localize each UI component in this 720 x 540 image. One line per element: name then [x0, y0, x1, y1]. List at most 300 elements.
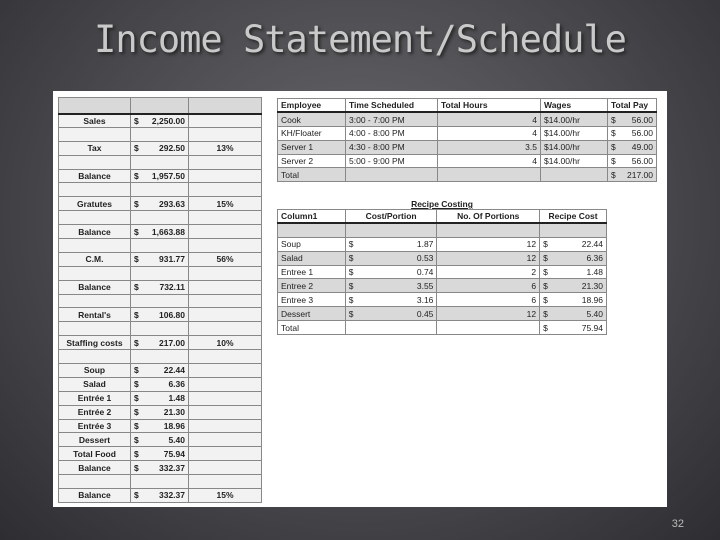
row-label: Soup: [59, 364, 131, 378]
column-header: Cost/Portion: [345, 210, 437, 224]
table-row: [59, 475, 262, 489]
amount: 22.44: [581, 239, 603, 250]
currency-value: [543, 238, 603, 250]
cell: 6: [437, 279, 540, 293]
amount: 292.50: [159, 143, 185, 154]
amount-cell: [131, 433, 189, 447]
table-row: [278, 126, 657, 140]
currency-symbol: $: [134, 434, 139, 445]
percent-cell: [189, 127, 262, 141]
cell: [541, 168, 608, 182]
currency-symbol: $: [543, 322, 548, 333]
currency-symbol: $: [543, 294, 548, 305]
percent-cell: 56%: [189, 252, 262, 266]
currency-value: [134, 170, 185, 182]
table-row: [59, 433, 262, 447]
amount: 21.30: [163, 407, 185, 418]
table-row: [59, 252, 262, 266]
currency-symbol: $: [134, 198, 139, 209]
amount: 56.00: [631, 114, 653, 125]
cost-cell: [345, 279, 437, 293]
table-row: [59, 391, 262, 405]
amount: 332.37: [159, 462, 185, 473]
currency-symbol: $: [134, 171, 139, 181]
cell: [437, 321, 540, 335]
row-label: [59, 127, 131, 141]
percent-cell: [189, 225, 262, 239]
currency-value: [349, 266, 434, 278]
cost-cell: [345, 293, 437, 307]
table-row: [59, 447, 262, 461]
amount-cell: [131, 294, 189, 308]
table-row: [59, 211, 262, 225]
amount-cell: [131, 239, 189, 253]
table-row: [59, 336, 262, 350]
recipe-cost-cell: [540, 223, 607, 237]
amount-cell: [131, 155, 189, 169]
currency-value: [611, 169, 653, 181]
amount: 18.96: [581, 294, 603, 305]
percent-cell: [189, 308, 262, 322]
amount: 0.45: [416, 308, 434, 319]
row-label: [59, 475, 131, 489]
currency-symbol: $: [348, 280, 354, 291]
cell: Entree 3: [278, 293, 346, 307]
column-header: No. Of Portions: [437, 210, 540, 224]
column-header: Total Hours: [438, 99, 541, 113]
percent-cell: 10%: [189, 336, 262, 350]
amount: 5.40: [586, 308, 603, 319]
amount: 732.11: [159, 282, 185, 293]
amount: 0.53: [416, 253, 434, 264]
amount: 56.00: [631, 128, 653, 139]
currency-value: [543, 252, 603, 264]
currency-value: [134, 226, 185, 238]
currency-value: [611, 114, 653, 126]
recipe-cost-cell: [540, 265, 607, 279]
cell: Cook: [278, 112, 346, 126]
percent-cell: [189, 377, 262, 391]
row-label: [59, 183, 131, 197]
table-row: [278, 168, 657, 182]
cell: Server 1: [278, 140, 346, 154]
currency-symbol: $: [611, 128, 616, 139]
currency-value: [611, 127, 653, 139]
amount: 49.00: [631, 142, 653, 153]
percent-cell: 15%: [189, 489, 262, 503]
cell: Entree 1: [278, 265, 346, 279]
row-label: Balance: [59, 225, 131, 239]
percent-cell: [189, 364, 262, 378]
cell: 4: [438, 154, 541, 168]
currency-symbol: $: [348, 267, 354, 277]
currency-symbol: $: [543, 239, 548, 250]
amount: 2,250.00: [151, 115, 185, 126]
column-header: Recipe Cost: [540, 210, 607, 224]
amount-cell: [131, 197, 189, 211]
row-label: Total Food: [59, 447, 131, 461]
amount-cell: [131, 225, 189, 239]
amount: 6.36: [168, 379, 185, 390]
amount-cell: [131, 280, 189, 294]
currency-value: [134, 337, 185, 349]
percent-cell: [189, 447, 262, 461]
currency-symbol: $: [611, 114, 616, 125]
cell: 12: [437, 251, 540, 265]
currency-symbol: $: [134, 421, 139, 432]
table-row: [59, 169, 262, 183]
amount: 106.80: [159, 309, 185, 320]
table-row: [59, 225, 262, 239]
cell: [346, 168, 438, 182]
currency-symbol: $: [134, 407, 139, 418]
table-row: [59, 114, 262, 128]
percent-cell: [189, 433, 262, 447]
table-row: [59, 377, 262, 391]
currency-value: [134, 448, 185, 460]
amount: 1,663.88: [151, 226, 185, 237]
currency-symbol: $: [543, 267, 548, 277]
page-number: 32: [671, 518, 684, 530]
amount: 3.16: [416, 294, 434, 305]
income-statement-table: [58, 97, 262, 503]
amount: 293.63: [159, 198, 185, 209]
cell: [438, 168, 541, 182]
recipe-cost-cell: [540, 279, 607, 293]
currency-value: [543, 280, 603, 292]
recipe-costing-table: [277, 209, 607, 335]
percent-cell: [189, 405, 262, 419]
row-label: Dessert: [59, 433, 131, 447]
total-pay-cell: [608, 112, 657, 126]
amount: 1,957.50: [151, 171, 185, 181]
table-row: [278, 154, 657, 168]
currency-value: [349, 252, 434, 264]
currency-symbol: $: [134, 282, 139, 293]
recipe-cost-cell: [540, 293, 607, 307]
currency-value: [134, 392, 185, 404]
currency-symbol: $: [348, 294, 354, 305]
table-row: [59, 183, 262, 197]
currency-symbol: $: [134, 115, 139, 126]
staffing-table: [277, 98, 657, 182]
currency-symbol: $: [134, 226, 139, 237]
table-row: [59, 322, 262, 336]
total-pay-cell: [608, 126, 657, 140]
cell: 4: [438, 112, 541, 126]
table-row: [278, 223, 607, 237]
row-label: Entrée 1: [59, 391, 131, 405]
amount-cell: [131, 364, 189, 378]
table-row: [59, 127, 262, 141]
amount: 75.94: [163, 448, 185, 459]
row-label: Salad: [59, 377, 131, 391]
amount-cell: [131, 127, 189, 141]
percent-cell: [189, 169, 262, 183]
cell: 4: [438, 126, 541, 140]
cost-cell: [345, 307, 437, 321]
table-row: [59, 197, 262, 211]
currency-symbol: $: [348, 253, 354, 264]
table-row: [59, 419, 262, 433]
row-label: [59, 211, 131, 225]
currency-value: [349, 308, 434, 320]
spreadsheet-image: [53, 91, 667, 507]
header-row: [278, 99, 657, 113]
currency-symbol: $: [134, 309, 139, 320]
cell: Salad: [278, 251, 346, 265]
table-row: [278, 293, 607, 307]
table-row: [278, 321, 607, 335]
table-row: [59, 489, 262, 503]
row-label: Staffing costs: [59, 336, 131, 350]
cost-cell: [345, 223, 437, 237]
row-label: C.M.: [59, 252, 131, 266]
percent-cell: 15%: [189, 197, 262, 211]
table-row: [59, 294, 262, 308]
amount: 1.48: [168, 393, 185, 404]
amount: 5.40: [168, 434, 185, 445]
amount: 0.74: [416, 267, 434, 277]
total-pay-cell: [608, 154, 657, 168]
amount: 217.00: [159, 337, 185, 348]
table-row: [59, 405, 262, 419]
cell: $14.00/hr: [541, 140, 608, 154]
amount-cell: [131, 489, 189, 503]
currency-value: [134, 253, 185, 265]
currency-value: [134, 309, 185, 321]
cell: $14.00/hr: [541, 126, 608, 140]
currency-value: [349, 280, 434, 292]
currency-symbol: $: [134, 365, 139, 376]
currency-symbol: $: [611, 156, 616, 166]
amount-cell: [131, 308, 189, 322]
percent-cell: [189, 475, 262, 489]
amount-cell: [131, 391, 189, 405]
percent-cell: [189, 322, 262, 336]
currency-value: [349, 294, 434, 306]
amount: 75.94: [581, 322, 603, 333]
total-pay-cell: [608, 140, 657, 154]
header-row: [278, 210, 607, 224]
amount: 18.96: [163, 421, 185, 432]
cost-cell: [345, 265, 437, 279]
column-header: Column1: [278, 210, 346, 224]
currency-value: [611, 155, 653, 167]
percent-cell: [189, 114, 262, 128]
currency-symbol: $: [543, 308, 548, 319]
row-label: [59, 155, 131, 169]
currency-value: [134, 406, 185, 418]
total-pay-cell: [608, 168, 657, 182]
table-row: [59, 364, 262, 378]
currency-value: [134, 198, 185, 210]
amount-cell: [131, 475, 189, 489]
row-label: [59, 350, 131, 364]
amount: 22.44: [163, 365, 185, 376]
percent-cell: [189, 350, 262, 364]
recipe-cost-cell: [540, 307, 607, 321]
currency-symbol: $: [543, 280, 548, 291]
currency-value: [134, 420, 185, 432]
cell: 3:00 - 7:00 PM: [346, 112, 438, 126]
cell: Server 2: [278, 154, 346, 168]
table-row: [59, 155, 262, 169]
row-label: Gratutes: [59, 197, 131, 211]
cell: 5:00 - 9:00 PM: [346, 154, 438, 168]
row-label: Tax: [59, 141, 131, 155]
currency-value: [134, 489, 185, 501]
currency-symbol: $: [543, 253, 548, 264]
table-row: [278, 112, 657, 126]
row-label: Balance: [59, 169, 131, 183]
currency-symbol: $: [134, 490, 139, 501]
percent-cell: [189, 419, 262, 433]
currency-value: [134, 434, 185, 446]
amount-cell: [131, 266, 189, 280]
percent-cell: [189, 155, 262, 169]
percent-cell: [189, 183, 262, 197]
table-row: [278, 307, 607, 321]
percent-cell: [189, 266, 262, 280]
percent-cell: [189, 280, 262, 294]
amount-cell: [131, 114, 189, 128]
cell: [278, 223, 346, 237]
amount-cell: [131, 211, 189, 225]
amount: 21.30: [581, 280, 603, 291]
currency-symbol: $: [134, 448, 139, 459]
row-label: Balance: [59, 489, 131, 503]
currency-value: [134, 378, 185, 390]
currency-value: [134, 115, 185, 127]
percent-cell: [189, 211, 262, 225]
amount: 217.00: [627, 169, 653, 180]
cell: Total: [278, 321, 346, 335]
column-header: Total Pay: [608, 99, 657, 113]
amount: 56.00: [631, 156, 653, 166]
cell: 3.5: [438, 140, 541, 154]
table-row: [59, 239, 262, 253]
amount-cell: [131, 461, 189, 475]
cost-cell: [345, 321, 437, 335]
recipe-costing-title: Recipe Costing: [411, 199, 473, 209]
table-row: [278, 265, 607, 279]
currency-value: [134, 281, 185, 293]
currency-symbol: $: [348, 308, 354, 319]
currency-symbol: $: [134, 337, 139, 348]
amount-cell: [131, 447, 189, 461]
row-label: Entrée 2: [59, 405, 131, 419]
row-label: [59, 294, 131, 308]
currency-value: [349, 238, 434, 250]
percent-cell: 13%: [189, 141, 262, 155]
amount-cell: [131, 169, 189, 183]
row-label: Balance: [59, 461, 131, 475]
cell: Total: [278, 168, 346, 182]
row-label: Sales: [59, 114, 131, 128]
currency-symbol: $: [134, 254, 139, 265]
cell: $14.00/hr: [541, 154, 608, 168]
currency-symbol: $: [134, 379, 139, 390]
table-row: [278, 140, 657, 154]
table-row: [278, 279, 607, 293]
column-header: Time Scheduled: [346, 99, 438, 113]
table-row: [59, 461, 262, 475]
amount-cell: [131, 419, 189, 433]
row-label: [59, 322, 131, 336]
cost-cell: [345, 237, 437, 251]
currency-symbol: $: [611, 142, 616, 153]
column-header: Employee: [278, 99, 346, 113]
cell: 12: [437, 237, 540, 251]
currency-value: [543, 322, 603, 334]
cell: $14.00/hr: [541, 112, 608, 126]
currency-value: [134, 364, 185, 376]
row-label: [59, 266, 131, 280]
cell: 4:30 - 8:00 PM: [346, 140, 438, 154]
column-header: Wages: [541, 99, 608, 113]
currency-symbol: $: [611, 169, 616, 180]
cell: Soup: [278, 237, 346, 251]
amount-cell: [131, 141, 189, 155]
cell: KH/Floater: [278, 126, 346, 140]
recipe-cost-cell: [540, 237, 607, 251]
currency-value: [134, 462, 185, 474]
amount: 6.36: [586, 253, 603, 264]
amount-cell: [131, 377, 189, 391]
currency-symbol: $: [348, 239, 354, 250]
table-row: [59, 308, 262, 322]
amount: 1.87: [416, 239, 434, 250]
amount-cell: [131, 183, 189, 197]
cell: 4:00 - 8:00 PM: [346, 126, 438, 140]
cell: 2: [437, 265, 540, 279]
table-row: [59, 350, 262, 364]
table-row: [59, 266, 262, 280]
percent-cell: [189, 461, 262, 475]
amount-cell: [131, 322, 189, 336]
recipe-cost-cell: [540, 321, 607, 335]
row-label: Entrée 3: [59, 419, 131, 433]
cell: [437, 223, 540, 237]
header-row: [59, 98, 262, 114]
currency-symbol: $: [134, 393, 139, 404]
table-row: [59, 280, 262, 294]
cell: 6: [437, 293, 540, 307]
currency-value: [543, 294, 603, 306]
amount-cell: [131, 350, 189, 364]
table-row: [278, 237, 607, 251]
cell: Dessert: [278, 307, 346, 321]
currency-value: [543, 266, 603, 278]
percent-cell: [189, 391, 262, 405]
amount: 3.55: [416, 280, 434, 291]
amount: 931.77: [159, 254, 185, 265]
cell: 12: [437, 307, 540, 321]
amount-cell: [131, 252, 189, 266]
table-row: [59, 141, 262, 155]
amount-cell: [131, 336, 189, 350]
amount-cell: [131, 405, 189, 419]
cell: Entree 2: [278, 279, 346, 293]
row-label: [59, 239, 131, 253]
percent-cell: [189, 239, 262, 253]
currency-value: [611, 141, 653, 153]
recipe-cost-cell: [540, 251, 607, 265]
currency-value: [134, 142, 185, 154]
amount: 1.48: [586, 267, 603, 277]
amount: 332.37: [159, 490, 185, 501]
